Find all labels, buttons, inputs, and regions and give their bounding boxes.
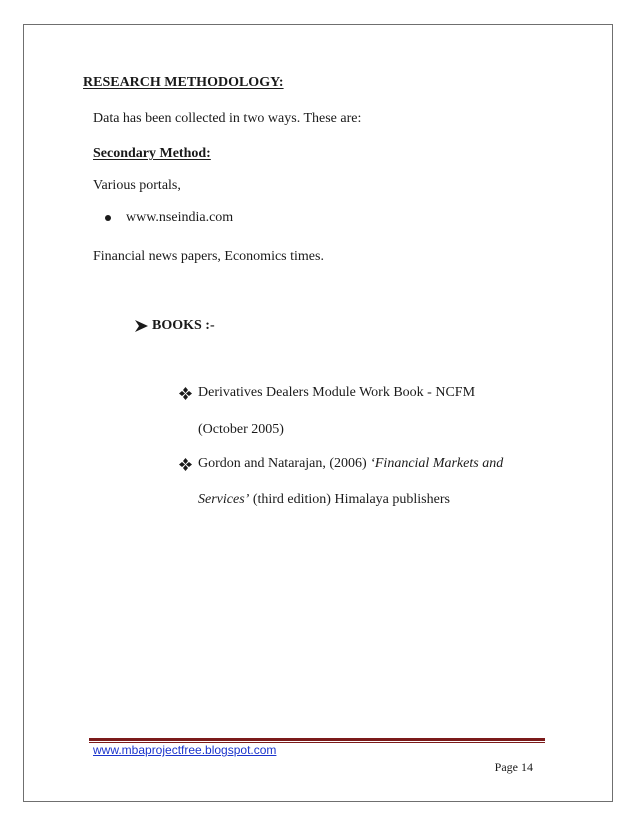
book-2-line-1 bbox=[198, 456, 503, 472]
diamond-bullet-icon bbox=[179, 458, 192, 471]
arrow-bullet-icon bbox=[135, 320, 148, 332]
page-number: Page 14 bbox=[494, 760, 533, 774]
book-2-title-end: Services’ bbox=[198, 492, 250, 507]
page-border bbox=[23, 24, 613, 802]
newspapers-text: Financial news papers, Economics times. bbox=[93, 249, 324, 264]
intro-text: Data has been collected in two ways. These are: bbox=[93, 111, 362, 126]
portals-label: Various portals, bbox=[93, 178, 181, 193]
section-heading: RESEARCH METHODOLOGY: bbox=[83, 75, 284, 90]
portal-item: www.nseindia.com bbox=[126, 210, 234, 225]
book-1-line-1: Derivatives Dealers Module Work Book - NCFM bbox=[198, 385, 476, 400]
footer-rule bbox=[89, 738, 545, 741]
books-heading: BOOKS :- bbox=[152, 318, 215, 333]
secondary-method-heading: Secondary Method: bbox=[93, 146, 211, 161]
bullet-dot-icon bbox=[105, 215, 111, 221]
book-2-title-start: ‘Financial Markets and bbox=[370, 456, 504, 471]
book-2-line-2 bbox=[198, 492, 450, 508]
footer-link[interactable]: www.mbaprojectfree.blogspot.com bbox=[93, 743, 277, 757]
book-2-authors: Gordon and Natarajan, (2006) bbox=[198, 456, 371, 471]
diamond-bullet-icon bbox=[179, 387, 192, 400]
book-1-line-2: (October 2005) bbox=[198, 422, 284, 437]
book-2-publisher: (third edition) Himalaya publishers bbox=[249, 492, 450, 507]
